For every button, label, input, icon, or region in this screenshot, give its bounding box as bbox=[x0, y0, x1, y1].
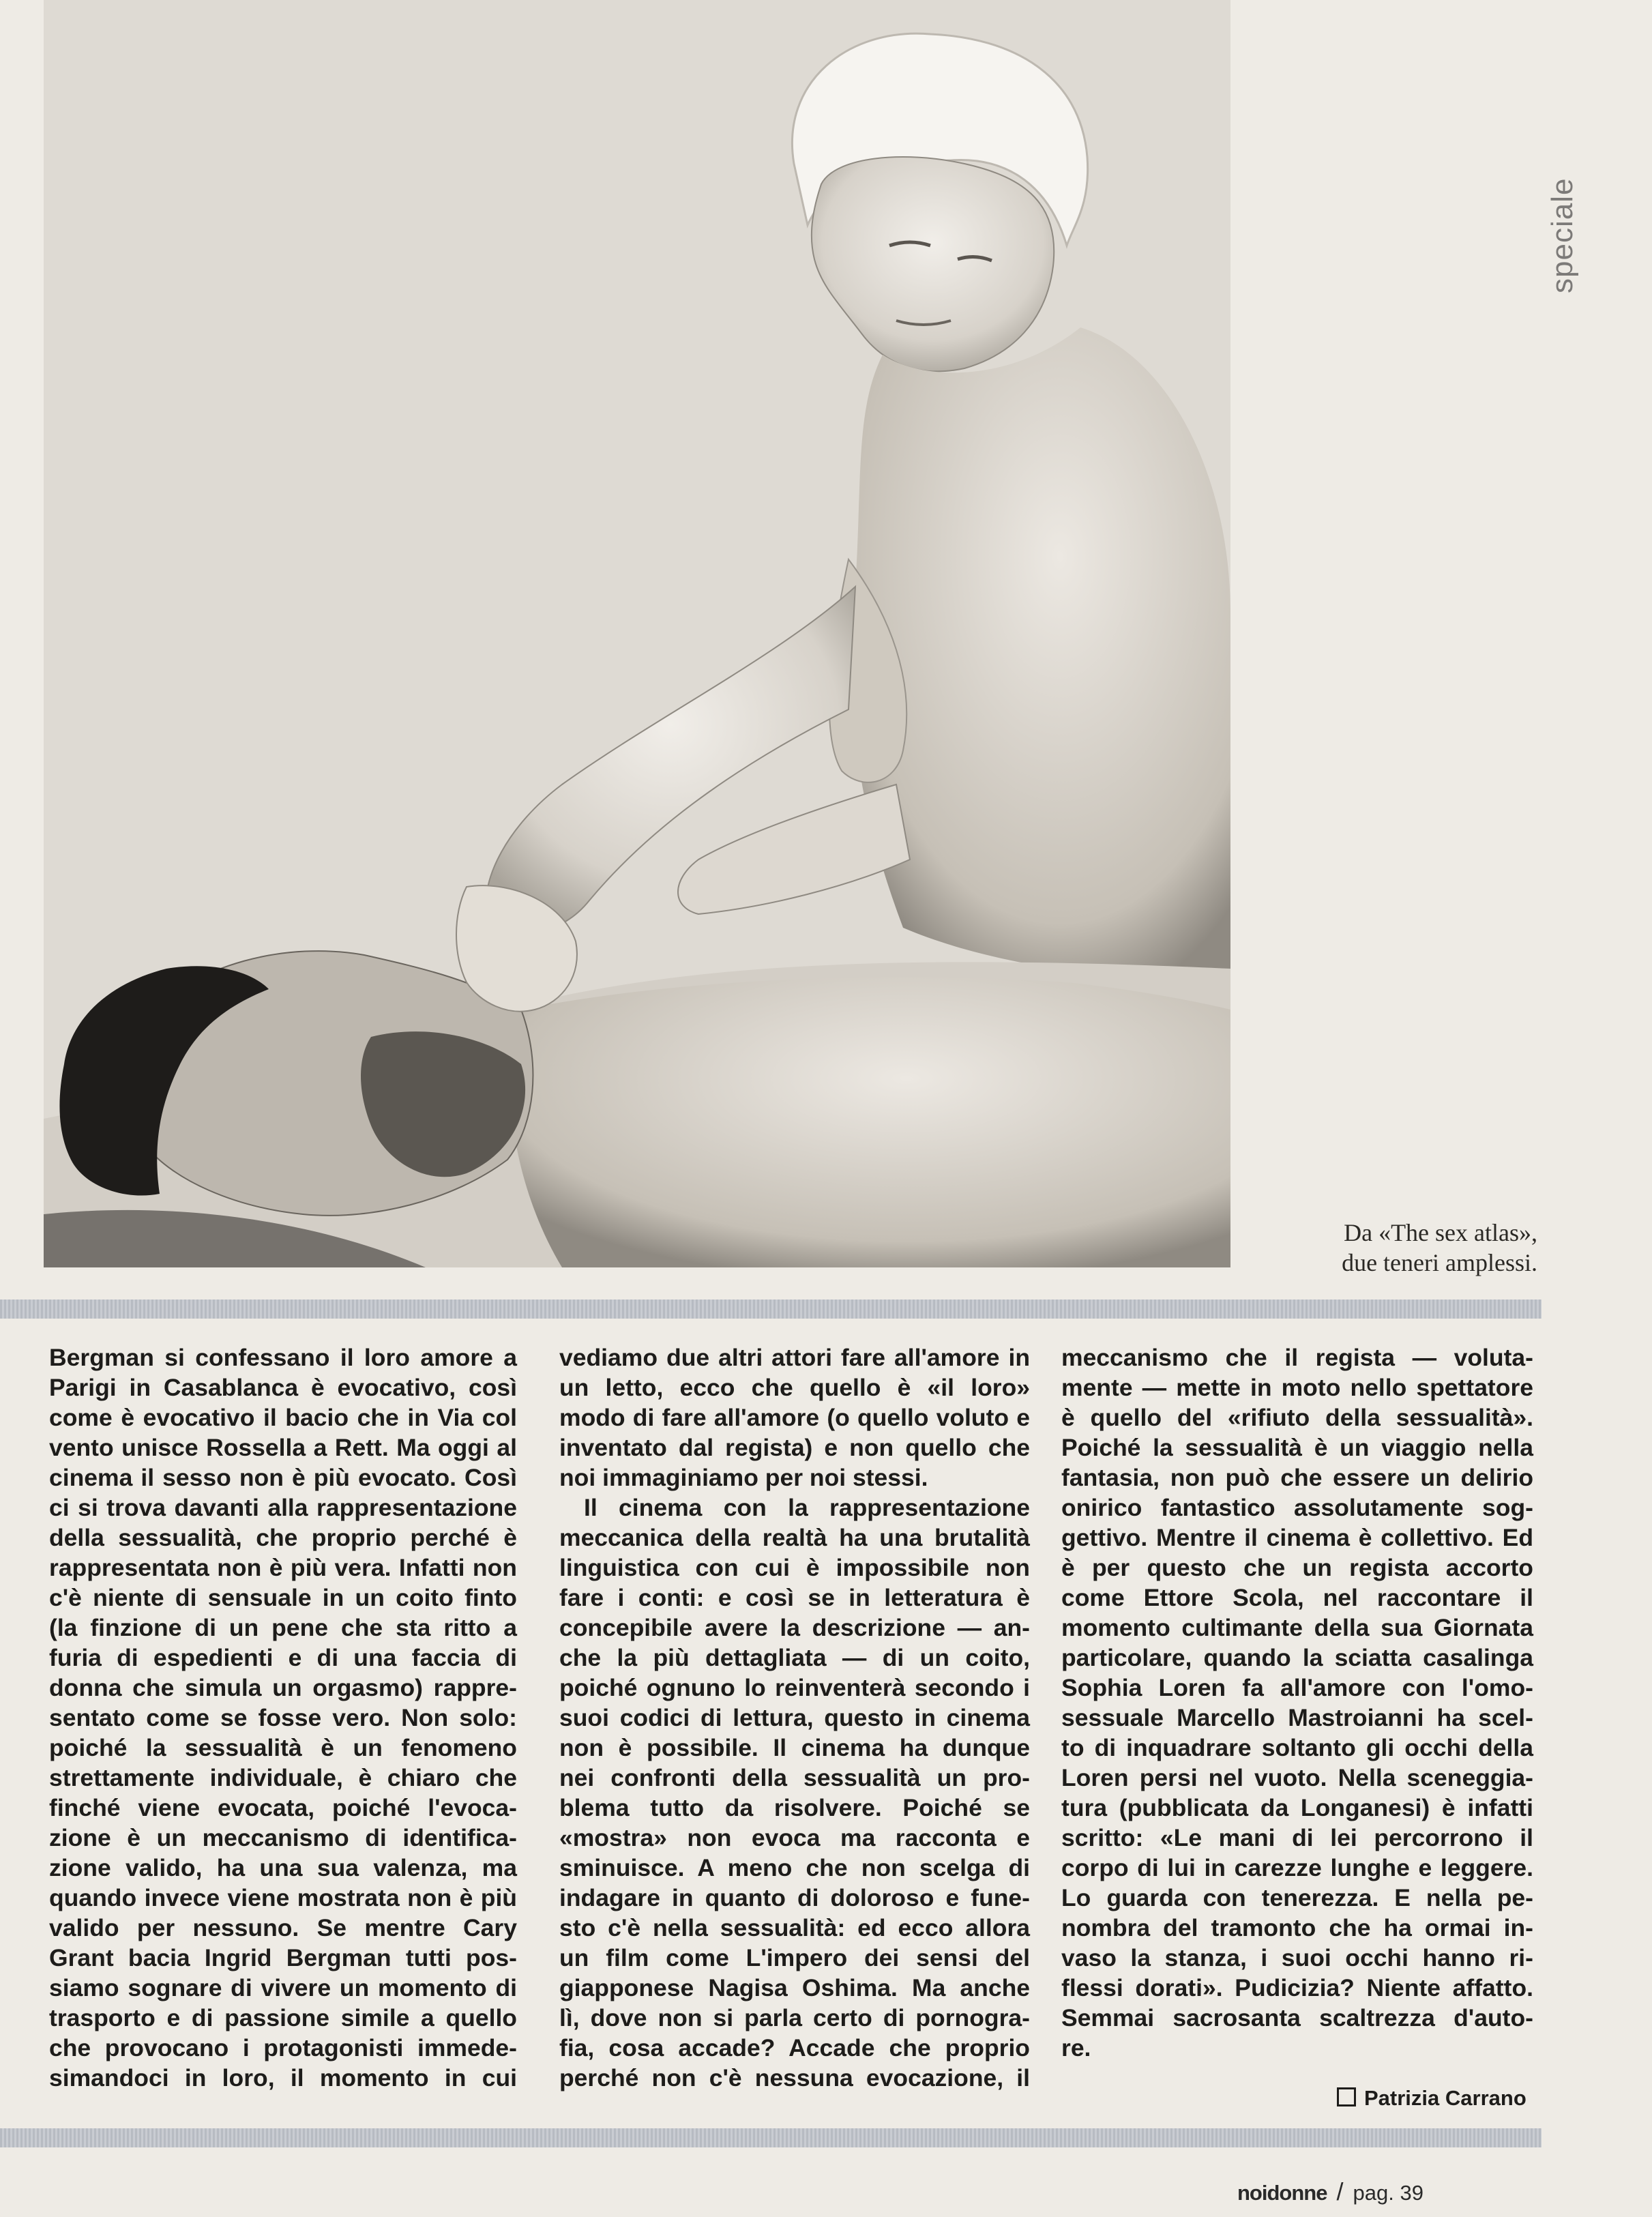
column1-line: strettamente individuale, è chiaro che bbox=[49, 1764, 517, 1791]
column1-line: Bergman si confessano il loro amore a bbox=[49, 1344, 517, 1371]
column1-line: sentato come se fosse vero. Non solo: bbox=[49, 1704, 517, 1731]
column1-line: Grant bacia Ingrid Bergman tutti pos- bbox=[49, 1944, 517, 1971]
footer-separator: / bbox=[1336, 2177, 1344, 2205]
text-column-1 bbox=[49, 1342, 517, 2093]
column3-line: scritto: «Le mani di lei percorrono il bbox=[1061, 1824, 1533, 1851]
column1-line: (la finzione di un pene che sta ritto a bbox=[49, 1614, 517, 1641]
column2-line: non è possibile. Il cinema ha dunque bbox=[559, 1734, 1030, 1761]
column2-line: fare i conti: e così se in letteratura è bbox=[559, 1584, 1030, 1611]
column3-line: onirico fantastico assolutamente sog- bbox=[1061, 1494, 1533, 1521]
column1-line: vento unisce Rossella a Rett. Ma oggi al bbox=[49, 1434, 517, 1461]
column3-line: sessuale Marcello Mastroianni ha scel- bbox=[1061, 1704, 1533, 1731]
column2-line: modo di fare all'amore (o quello voluto e bbox=[559, 1404, 1030, 1431]
column2-line: un letto, ecco che quello è «il loro» bbox=[559, 1374, 1030, 1401]
page-footer bbox=[1237, 2177, 1424, 2206]
top-divider bbox=[0, 1300, 1542, 1319]
column1-line: zione valido, ha una sua valenza, ma bbox=[49, 1854, 517, 1881]
column3-line: Lo guarda con tenerezza. E nella pe- bbox=[1061, 1884, 1533, 1911]
column3-line: Sophia Loren fa all'amore con l'omo- bbox=[1061, 1674, 1533, 1701]
column1-line: finché viene evocata, poiché l'evoca- bbox=[49, 1794, 517, 1821]
column3-line: Loren persi nel vuoto. Nella sceneggia- bbox=[1061, 1764, 1533, 1791]
column2-line: giapponese Nagisa Oshima. Ma anche bbox=[559, 1974, 1030, 2001]
column3-line: particolare, quando la sciatta casalinga bbox=[1061, 1644, 1533, 1671]
column1-line: furia di espedienti e di una faccia di bbox=[49, 1644, 517, 1671]
column3-line: Poiché la sessualità è un viaggio nella bbox=[1061, 1434, 1533, 1461]
column2-line: concepibile avere la descrizione — an- bbox=[559, 1614, 1030, 1641]
column1-line: donna che simula un orgasmo) rappre- bbox=[49, 1674, 517, 1701]
column1-line: poiché la sessualità è un fenomeno bbox=[49, 1734, 517, 1761]
column1-line: come è evocativo il bacio che in Via col bbox=[49, 1404, 517, 1431]
column2-line: poiché ognuno lo reinventerà secondo i bbox=[559, 1674, 1030, 1701]
column2-line: indagare in quanto di doloroso e fune- bbox=[559, 1884, 1030, 1911]
column1-line: simandoci in loro, il momento in cui bbox=[49, 2064, 517, 2091]
column2-line: che la più dettagliata — di un coito, bbox=[559, 1644, 1030, 1671]
column1-line: ci si trova davanti alla rappresentazione bbox=[49, 1494, 517, 1521]
column2-line: lì, dove non si parla certo di pornogra- bbox=[559, 2004, 1030, 2031]
column3-line: flessi dorati». Pudicizia? Niente affatto. bbox=[1061, 1974, 1533, 2001]
column3-line: fantasia, non può che essere un delirio bbox=[1061, 1464, 1533, 1491]
bottom-divider bbox=[0, 2128, 1542, 2147]
column1-line: siamo sognare di vivere un momento di bbox=[49, 1974, 517, 2001]
photo-illustration bbox=[44, 0, 1230, 1267]
column3-line: come Ettore Scola, nel raccontare il bbox=[1061, 1584, 1533, 1611]
section-label: speciale bbox=[1546, 177, 1579, 293]
column2-line: un film come L'impero dei sensi del bbox=[559, 1944, 1030, 1971]
column3-line: nombra del tramonto che ha ormai in- bbox=[1061, 1914, 1533, 1941]
column1-line: rappresentata non è più vera. Infatti non bbox=[49, 1554, 517, 1581]
text-column-2 bbox=[559, 1342, 1030, 2093]
column3-line: è quello del «rifiuto della sessualità». bbox=[1061, 1404, 1533, 1431]
column2-line: Il cinema con la rappresentazione bbox=[584, 1494, 1030, 1521]
column3-line: corpo di lui in carezze lunghe e leggere. bbox=[1061, 1854, 1533, 1881]
column3-line: tura (pubblicata da Longanesi) è infatti bbox=[1061, 1794, 1533, 1821]
column2-line: sminuisce. A meno che non scelga di bbox=[559, 1854, 1030, 1881]
column2-line: nei confronti della sessualità un pro- bbox=[559, 1764, 1030, 1791]
magazine-brand: noidonne bbox=[1237, 2181, 1327, 2205]
column2-line: inventato dal regista) e non quello che bbox=[559, 1434, 1030, 1461]
column3-line: meccanismo che il regista — voluta- bbox=[1061, 1344, 1533, 1371]
photo-caption bbox=[1342, 1218, 1537, 1278]
column1-line: della sessualità, che proprio perché è bbox=[49, 1524, 517, 1551]
column2-line: vediamo due altri attori fare all'amore in bbox=[559, 1344, 1030, 1371]
column2-line: perché non c'è nessuna evocazione, il bbox=[559, 2064, 1030, 2091]
square-bullet-icon bbox=[1337, 2087, 1356, 2106]
column3-line: mente — mette in moto nello spettatore bbox=[1061, 1374, 1533, 1401]
column3-line: Semmai sacrosanta scaltrezza d'auto- bbox=[1061, 2004, 1533, 2031]
author-signature bbox=[1337, 2086, 1526, 2111]
column2-line: noi immaginiamo per noi stessi. bbox=[559, 1464, 928, 1491]
column1-line: quando invece viene mostrata non è più bbox=[49, 1884, 517, 1911]
column1-line: cinema il sesso non è più evocato. Così bbox=[49, 1464, 517, 1491]
column1-line: zione è un meccanismo di identifica- bbox=[49, 1824, 517, 1851]
text-column-3 bbox=[1061, 1342, 1533, 2063]
column1-line: Parigi in Casablanca è evocativo, così bbox=[49, 1374, 517, 1401]
caption-line-1: Da «The sex atlas», bbox=[1344, 1219, 1537, 1246]
column2-line: sto c'è nella sessualità: ed ecco allora bbox=[559, 1914, 1030, 1941]
column2-line: blema tutto da risolvere. Poiché se bbox=[559, 1794, 1030, 1821]
column1-line: c'è niente di sensuale in un coito finto bbox=[49, 1584, 517, 1611]
column3-line: gettivo. Mentre il cinema è collettivo. Ed bbox=[1061, 1524, 1533, 1551]
column3-line: vaso la stanza, i suoi occhi hanno ri- bbox=[1061, 1944, 1533, 1971]
column3-line: momento cultimante della sua Giornata bbox=[1061, 1614, 1533, 1641]
author-name: Patrizia Carrano bbox=[1364, 2086, 1526, 2110]
column2-line: linguistica con cui è impossibile non bbox=[559, 1554, 1030, 1581]
column3-line: re. bbox=[1061, 2034, 1091, 2061]
column1-line: valido per nessuno. Se mentre Cary bbox=[49, 1914, 517, 1941]
column2-line: suoi codici di lettura, questo in cinema bbox=[559, 1704, 1030, 1731]
column3-line: è per questo che un regista accorto bbox=[1061, 1554, 1533, 1581]
page-number: pag. 39 bbox=[1353, 2181, 1424, 2205]
column1-line: trasporto e di passione simile a quello bbox=[49, 2004, 517, 2031]
caption-line-2: due teneri amplessi. bbox=[1342, 1249, 1537, 1276]
column2-line: meccanica della realtà ha una brutalità bbox=[559, 1524, 1030, 1551]
column3-line: to di inquadrare soltanto gli occhi della bbox=[1061, 1734, 1533, 1761]
column1-line: che provocano i protagonisti immede- bbox=[49, 2034, 517, 2061]
column2-line: fia, cosa accade? Accade che proprio bbox=[559, 2034, 1030, 2061]
article-photo bbox=[44, 0, 1230, 1267]
column2-line: «mostra» non evoca ma racconta e bbox=[559, 1824, 1030, 1851]
